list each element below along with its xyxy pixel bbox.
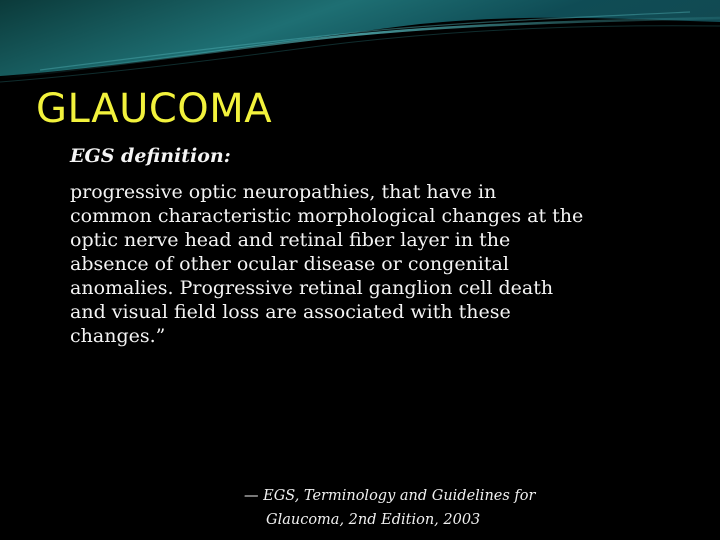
definition-line: progressive optic neuropathies, that have in <box>70 181 497 203</box>
definition-line: common characteristic morphological changes at the <box>70 205 584 227</box>
citation-line-2: Glaucoma, 2nd Edition, 2003 <box>266 512 481 528</box>
slide-title: GLAUCOMA <box>36 86 273 132</box>
citation-line-1: — EGS, Terminology and Guidelines for <box>244 488 536 504</box>
definition-subtitle: EGS definition: <box>70 145 231 167</box>
header-wave-decoration <box>0 0 720 90</box>
definition-line: absence of other ocular disease or congenital <box>70 253 509 275</box>
definition-text <box>70 180 680 348</box>
definition-line: optic nerve head and retinal fiber layer in the <box>70 229 511 251</box>
definition-line: changes.” <box>70 325 166 347</box>
definition-line: and visual field loss are associated with these <box>70 301 511 323</box>
definition-line: anomalies. Progressive retinal ganglion cell death <box>70 277 554 299</box>
citation <box>244 484 535 532</box>
